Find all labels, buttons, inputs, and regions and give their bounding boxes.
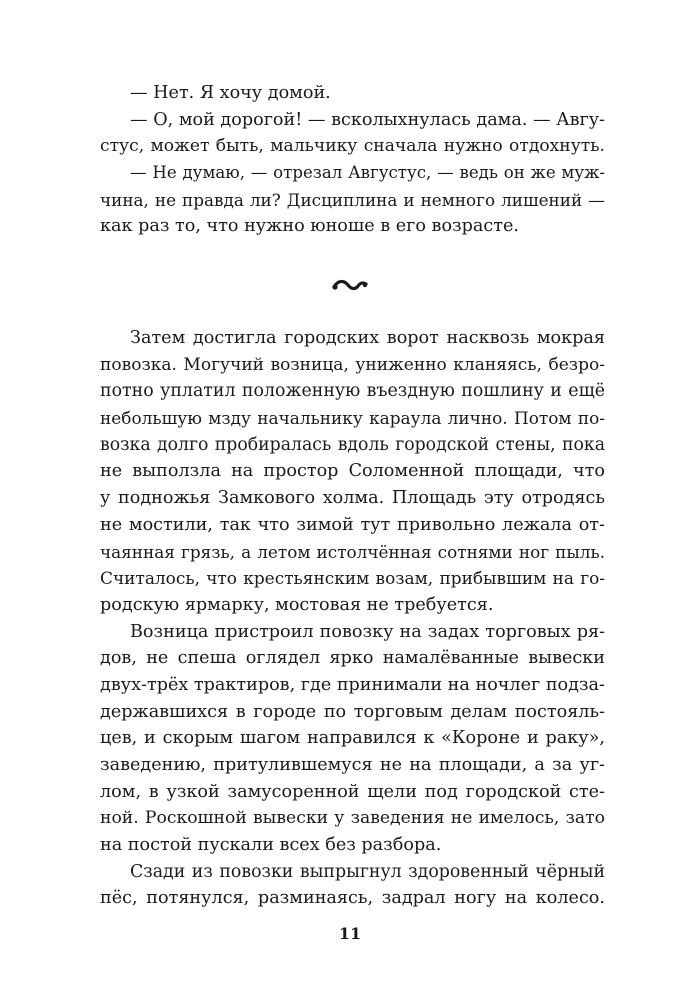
text-line: Затем достигла городских ворот насквозь мокрая	[130, 328, 605, 348]
text-line: на постой пускали всех без разбора.	[100, 835, 442, 856]
text-line: заведению, притулившемуся не на площади, а за уг-	[100, 755, 605, 775]
text-line: Возница пристроил повозку на задах торговых ря-	[130, 621, 605, 642]
text-line: дов, не спеша оглядел ярко намалёванные вывески	[100, 648, 605, 669]
text-line: Сзади из повозки выпрыгнул здоровенный чёрный	[130, 861, 605, 882]
text-line: как раз то, что нужно юноше в его возрасте.	[100, 216, 519, 237]
text-line: чина, не правда ли? Дисциплина и немного лишений —	[100, 189, 605, 210]
text-line: повозка. Могучий возница, униженно кланяясь, безро-	[100, 354, 605, 375]
text-line: у подножья Замкового холма. Площадь эту отродясь	[100, 488, 605, 509]
text-line: не выползла на простор Соломенной площади, что	[100, 461, 605, 482]
text-line: не мостили, так что зимой тут привольно лежала от-	[100, 514, 605, 535]
text-line: родскую ярмарку, мостовая не требуется.	[100, 594, 494, 615]
text-line: Считалось, что крестьянским возам, прибывшим на го-	[100, 568, 605, 589]
text-line: потно уплатил положенную въездную пошлину и ещё	[100, 381, 605, 402]
text-line: державшихся в городе по торговым делам постояль-	[100, 701, 605, 722]
text-line: чаянная грязь, а летом истолчённая сотнями ног пыль.	[100, 541, 605, 562]
text-line: — Не думаю, — отрезал Августус, — ведь он же муж-	[130, 163, 605, 183]
swash-ornament-icon	[330, 272, 370, 298]
text-line: лом, в узкой замусоренной щели под городской сте-	[100, 781, 605, 802]
text-line: — О, мой дорогой! — всколыхнулась дама. — Авгу-	[130, 109, 605, 130]
text-line: возка долго пробиралась вдоль городской стены, пока	[100, 434, 605, 455]
text-line: двух-трёх трактиров, где принимали на ночлег подза-	[100, 674, 605, 695]
text-line: пёс, потянулся, разминаясь, задрал ногу на колесо.	[100, 888, 605, 909]
text-line: стус, может быть, мальчику сначала нужно отдохнуть.	[100, 136, 605, 157]
text-line: — Нет. Я хочу домой.	[130, 83, 331, 103]
page-number: 11	[338, 924, 362, 943]
text-line: цев, и скорым шагом направился к «Короне и раку»,	[100, 728, 605, 749]
main-section	[100, 325, 605, 912]
dialogue-section	[100, 80, 605, 240]
text-line: небольшую мзду начальнику караула лично. Потом по-	[100, 408, 605, 429]
text-line: ной. Роскошной вывески у заведения не имелось, зато	[100, 808, 605, 829]
